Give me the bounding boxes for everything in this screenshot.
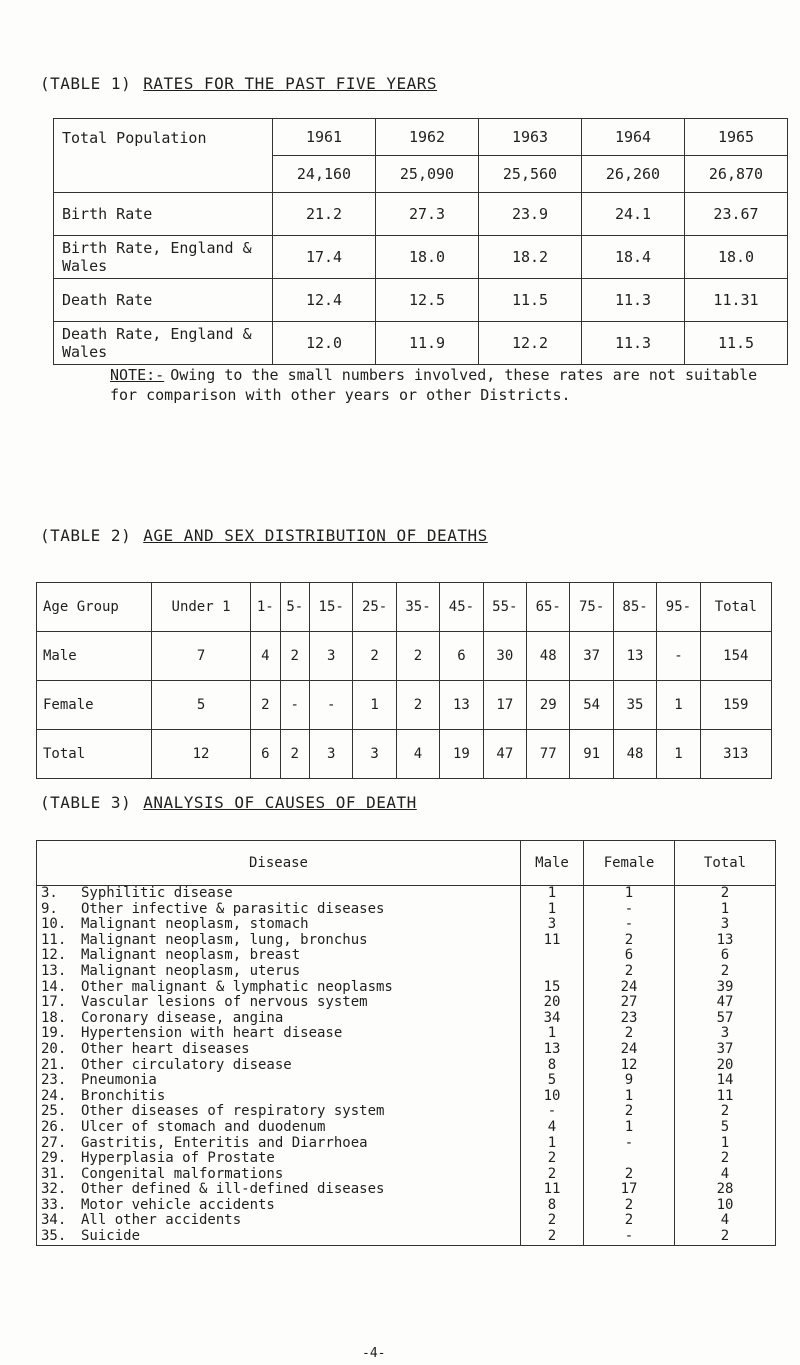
table-row: [37, 1104, 776, 1120]
rate-cell: 11.9: [376, 322, 479, 365]
male-count: 4: [521, 1120, 584, 1136]
rate-cell: 18.2: [479, 236, 582, 279]
row-number: 17.: [37, 995, 72, 1011]
row-number: 25.: [37, 1104, 72, 1120]
age-group-cell: 95-: [657, 583, 700, 632]
page-number: -4-: [362, 1346, 386, 1361]
row-number: 27.: [37, 1136, 72, 1152]
disease-name: Syphilitic disease: [71, 886, 521, 902]
rate-cell: 12.5: [376, 279, 479, 322]
total-count: 4: [675, 1213, 776, 1229]
disease-name: Pneumonia: [71, 1073, 521, 1089]
total-count: 2: [675, 1229, 776, 1245]
male-count: 34: [521, 1011, 584, 1027]
age-group-cell: 45-: [440, 583, 483, 632]
count-cell: 5: [152, 681, 251, 730]
table-row: [37, 917, 776, 933]
total-count: 2: [675, 1104, 776, 1120]
disease-name: Other circulatory disease: [71, 1058, 521, 1074]
rate-cell: 11.3: [582, 322, 685, 365]
population-cell: 26,260: [582, 156, 685, 193]
male-count: [521, 948, 584, 964]
row-number: 13.: [37, 964, 72, 980]
female-count: -: [584, 1136, 675, 1152]
female-count: 1: [584, 1089, 675, 1105]
total-count: 14: [675, 1073, 776, 1089]
row-number: 10.: [37, 917, 72, 933]
age-group-cell: 35-: [396, 583, 439, 632]
male-count: 15: [521, 980, 584, 996]
disease-name: All other accidents: [71, 1213, 521, 1229]
female-count: 1: [584, 886, 675, 902]
row-number: 24.: [37, 1089, 72, 1105]
count-cell: 3: [310, 730, 353, 779]
disease-name: Hypertension with heart disease: [71, 1026, 521, 1042]
table-row: [37, 1058, 776, 1074]
table1-heading-label: (TABLE 1): [40, 74, 132, 93]
disease-name: Gastritis, Enteritis and Diarrhoea: [71, 1136, 521, 1152]
table-row: [37, 995, 776, 1011]
table-row: [37, 730, 772, 779]
table-row: [54, 322, 788, 365]
year-cell: 1963: [479, 119, 582, 156]
female-count: 2: [584, 933, 675, 949]
count-cell: 3: [353, 730, 396, 779]
note-text: Owing to the small numbers involved, these rates are not suitable for comparison with other years or other Districts.: [110, 366, 758, 404]
disease-name: Other defined & ill-defined diseases: [71, 1182, 521, 1198]
row-number: 26.: [37, 1120, 72, 1136]
age-group-cell: 1-: [251, 583, 280, 632]
count-cell: 2: [353, 632, 396, 681]
count-cell: 13: [440, 681, 483, 730]
male-count: 2: [521, 1229, 584, 1245]
table-row: [37, 1089, 776, 1105]
count-cell: 30: [483, 632, 526, 681]
row-number: 33.: [37, 1198, 72, 1214]
female-count: 17: [584, 1182, 675, 1198]
rate-cell: 18.4: [582, 236, 685, 279]
count-cell: 29: [527, 681, 570, 730]
causes-table-body: [37, 886, 776, 1246]
male-count: 2: [521, 1213, 584, 1229]
year-cell: 1962: [376, 119, 479, 156]
disease-name: Congenital malformations: [71, 1167, 521, 1183]
row-number: 9.: [37, 902, 72, 918]
count-cell: -: [280, 681, 309, 730]
table-row: [54, 236, 788, 279]
row-number: 14.: [37, 980, 72, 996]
age-group-cell: 15-: [310, 583, 353, 632]
disease-name: Malignant neoplasm, uterus: [71, 964, 521, 980]
note: [110, 365, 770, 405]
count-cell: 6: [251, 730, 280, 779]
count-cell: 4: [396, 730, 439, 779]
row-number: 12.: [37, 948, 72, 964]
total-count: 5: [675, 1120, 776, 1136]
female-count: [584, 1151, 675, 1167]
rate-cell: 24.1: [582, 193, 685, 236]
table-row: [37, 1198, 776, 1214]
table-row: [37, 841, 776, 886]
count-cell: 159: [700, 681, 771, 730]
female-count: 24: [584, 1042, 675, 1058]
row-number: 19.: [37, 1026, 72, 1042]
rate-cell: 18.0: [685, 236, 788, 279]
count-cell: 154: [700, 632, 771, 681]
table3-heading-title: ANALYSIS OF CAUSES OF DEATH: [143, 793, 417, 812]
population-cell: 25,090: [376, 156, 479, 193]
count-cell: 4: [251, 632, 280, 681]
total-count: 4: [675, 1167, 776, 1183]
table3-heading-label: (TABLE 3): [40, 793, 132, 812]
rate-cell: 11.3: [582, 279, 685, 322]
rate-cell: 12.2: [479, 322, 582, 365]
table-row: [37, 1182, 776, 1198]
total-count: 2: [675, 964, 776, 980]
count-cell: 7: [152, 632, 251, 681]
table-row: [37, 1042, 776, 1058]
disease-name: Bronchitis: [71, 1089, 521, 1105]
row-number: 20.: [37, 1042, 72, 1058]
count-cell: 19: [440, 730, 483, 779]
age-sex-table: [36, 582, 772, 779]
female-count: 2: [584, 1198, 675, 1214]
row-number: 32.: [37, 1182, 72, 1198]
table1-heading: [40, 74, 437, 93]
count-cell: 48: [527, 632, 570, 681]
male-count: 20: [521, 995, 584, 1011]
total-count: 39: [675, 980, 776, 996]
disease-name: Suicide: [71, 1229, 521, 1245]
population-cell: 24,160: [273, 156, 376, 193]
year-cell: 1965: [685, 119, 788, 156]
row-number: 18.: [37, 1011, 72, 1027]
count-cell: 1: [657, 730, 700, 779]
count-cell: 1: [657, 681, 700, 730]
female-count: 12: [584, 1058, 675, 1074]
female-count: 2: [584, 1104, 675, 1120]
table-row: [37, 1167, 776, 1183]
age-group-label: Age Group: [37, 583, 152, 632]
rate-cell: 21.2: [273, 193, 376, 236]
count-cell: 48: [613, 730, 656, 779]
count-cell: 77: [527, 730, 570, 779]
row-label: Death Rate: [54, 279, 273, 322]
age-group-cell: 75-: [570, 583, 613, 632]
disease-name: Hyperplasia of Prostate: [71, 1151, 521, 1167]
rate-cell: 23.67: [685, 193, 788, 236]
male-count: 10: [521, 1089, 584, 1105]
row-number: 21.: [37, 1058, 72, 1074]
age-group-cell: 85-: [613, 583, 656, 632]
count-cell: 2: [396, 681, 439, 730]
count-cell: 12: [152, 730, 251, 779]
table-row: [37, 1213, 776, 1229]
total-count: 6: [675, 948, 776, 964]
row-number: 29.: [37, 1151, 72, 1167]
female-count: -: [584, 1229, 675, 1245]
row-label: Birth Rate: [54, 193, 273, 236]
count-cell: 313: [700, 730, 771, 779]
male-count: -: [521, 1104, 584, 1120]
female-count: 6: [584, 948, 675, 964]
total-count: 1: [675, 902, 776, 918]
male-count: 13: [521, 1042, 584, 1058]
female-count: 1: [584, 1120, 675, 1136]
age-group-cell: Under 1: [152, 583, 251, 632]
table-row: [37, 1026, 776, 1042]
count-cell: 37: [570, 632, 613, 681]
total-count: 2: [675, 1151, 776, 1167]
row-label: Female: [37, 681, 152, 730]
age-group-cell: Total: [700, 583, 771, 632]
row-label: Death Rate, England & Wales: [54, 322, 273, 365]
table2-heading: [40, 526, 488, 545]
column-header-total: Total: [675, 841, 776, 886]
year-cell: 1961: [273, 119, 376, 156]
male-count: 5: [521, 1073, 584, 1089]
male-count: 1: [521, 902, 584, 918]
rate-cell: 27.3: [376, 193, 479, 236]
table1-heading-title: RATES FOR THE PAST FIVE YEARS: [143, 74, 438, 93]
male-count: 2: [521, 1151, 584, 1167]
male-count: 1: [521, 886, 584, 902]
male-count: 2: [521, 1167, 584, 1183]
female-count: 2: [584, 964, 675, 980]
count-cell: 6: [440, 632, 483, 681]
population-cell: 26,870: [685, 156, 788, 193]
total-count: 2: [675, 886, 776, 902]
total-count: 37: [675, 1042, 776, 1058]
table-row: [37, 886, 776, 902]
count-cell: 2: [280, 632, 309, 681]
table-row: [37, 681, 772, 730]
total-count: 1: [675, 1136, 776, 1152]
row-label: Total: [37, 730, 152, 779]
year-cell: 1964: [582, 119, 685, 156]
row-number: 35.: [37, 1229, 72, 1245]
rate-cell: 17.4: [273, 236, 376, 279]
table-row: [37, 583, 772, 632]
row-number: 3.: [37, 886, 72, 902]
total-count: 28: [675, 1182, 776, 1198]
table2-heading-label: (TABLE 2): [40, 526, 132, 545]
female-count: 9: [584, 1073, 675, 1089]
female-count: 23: [584, 1011, 675, 1027]
female-count: 2: [584, 1213, 675, 1229]
rate-cell: 11.31: [685, 279, 788, 322]
count-cell: 17: [483, 681, 526, 730]
row-label: Birth Rate, England & Wales: [54, 236, 273, 279]
row-label: Male: [37, 632, 152, 681]
male-count: [521, 964, 584, 980]
female-count: 2: [584, 1026, 675, 1042]
disease-name: Vascular lesions of nervous system: [71, 995, 521, 1011]
column-header-disease: Disease: [37, 841, 521, 886]
age-group-cell: 25-: [353, 583, 396, 632]
female-count: 2: [584, 1167, 675, 1183]
disease-name: Ulcer of stomach and duodenum: [71, 1120, 521, 1136]
total-count: 13: [675, 933, 776, 949]
total-count: 3: [675, 1026, 776, 1042]
male-count: 1: [521, 1026, 584, 1042]
female-count: 24: [584, 980, 675, 996]
male-count: 11: [521, 1182, 584, 1198]
total-count: 3: [675, 917, 776, 933]
disease-name: Malignant neoplasm, breast: [71, 948, 521, 964]
count-cell: 3: [310, 632, 353, 681]
count-cell: 13: [613, 632, 656, 681]
disease-name: Other malignant & lymphatic neoplasms: [71, 980, 521, 996]
table-row: [37, 1229, 776, 1245]
table-row: [37, 1136, 776, 1152]
male-count: 8: [521, 1198, 584, 1214]
count-cell: -: [657, 632, 700, 681]
rate-cell: 11.5: [479, 279, 582, 322]
disease-name: Coronary disease, angina: [71, 1011, 521, 1027]
total-count: 57: [675, 1011, 776, 1027]
causes-table: [36, 840, 776, 1246]
male-count: 1: [521, 1136, 584, 1152]
row-number: 11.: [37, 933, 72, 949]
row-number: 31.: [37, 1167, 72, 1183]
count-cell: 35: [613, 681, 656, 730]
age-group-cell: 55-: [483, 583, 526, 632]
disease-name: Motor vehicle accidents: [71, 1198, 521, 1214]
table-row: [37, 1073, 776, 1089]
male-count: 8: [521, 1058, 584, 1074]
disease-name: Other diseases of respiratory system: [71, 1104, 521, 1120]
column-header-female: Female: [584, 841, 675, 886]
table-row: [37, 933, 776, 949]
female-count: -: [584, 917, 675, 933]
count-cell: 2: [280, 730, 309, 779]
rate-cell: 12.4: [273, 279, 376, 322]
female-count: -: [584, 902, 675, 918]
table-row: [54, 193, 788, 236]
row-number: 34.: [37, 1213, 72, 1229]
table-row: [37, 1011, 776, 1027]
table3-heading: [40, 793, 417, 812]
count-cell: 47: [483, 730, 526, 779]
age-group-cell: 65-: [527, 583, 570, 632]
table-row: [37, 1151, 776, 1167]
table2-heading-title: AGE AND SEX DISTRIBUTION OF DEATHS: [143, 526, 488, 545]
rate-cell: 11.5: [685, 322, 788, 365]
table-row: [37, 964, 776, 980]
table-row: [54, 119, 788, 156]
rate-cell: 23.9: [479, 193, 582, 236]
rate-cell: 12.0: [273, 322, 376, 365]
female-count: 27: [584, 995, 675, 1011]
count-cell: 91: [570, 730, 613, 779]
male-count: 11: [521, 933, 584, 949]
disease-name: Malignant neoplasm, lung, bronchus: [71, 933, 521, 949]
total-count: 10: [675, 1198, 776, 1214]
total-count: 47: [675, 995, 776, 1011]
total-count: 20: [675, 1058, 776, 1074]
table-row: [37, 980, 776, 996]
disease-name: Malignant neoplasm, stomach: [71, 917, 521, 933]
column-header-male: Male: [521, 841, 584, 886]
count-cell: -: [310, 681, 353, 730]
count-cell: 54: [570, 681, 613, 730]
count-cell: 1: [353, 681, 396, 730]
count-cell: 2: [396, 632, 439, 681]
age-group-cell: 5-: [280, 583, 309, 632]
table-row: [37, 902, 776, 918]
population-cell: 25,560: [479, 156, 582, 193]
table-row: [37, 1120, 776, 1136]
note-label: NOTE:-: [110, 366, 165, 384]
table-row: [37, 948, 776, 964]
table-row: [54, 279, 788, 322]
count-cell: 2: [251, 681, 280, 730]
rate-cell: 18.0: [376, 236, 479, 279]
male-count: 3: [521, 917, 584, 933]
total-count: 11: [675, 1089, 776, 1105]
rates-table: [53, 118, 788, 365]
population-label: Total Population: [54, 119, 273, 193]
disease-name: Other infective & parasitic diseases: [71, 902, 521, 918]
row-number: 23.: [37, 1073, 72, 1089]
table-row: [37, 632, 772, 681]
disease-name: Other heart diseases: [71, 1042, 521, 1058]
